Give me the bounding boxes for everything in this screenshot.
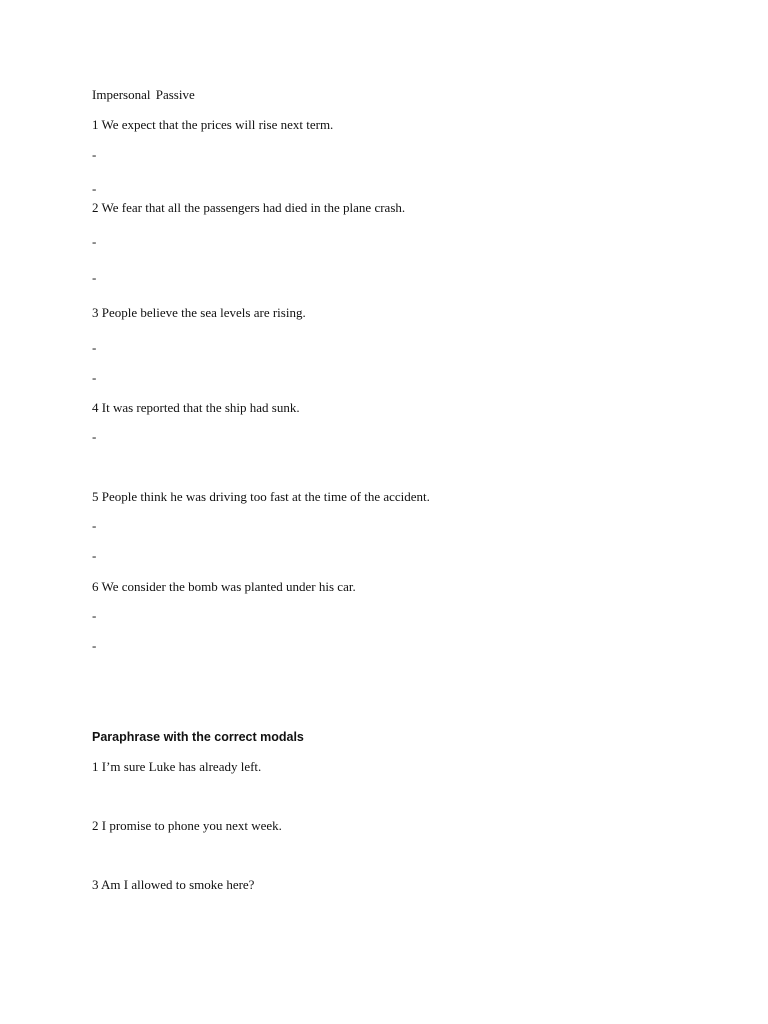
answer-line-3b: - bbox=[92, 370, 97, 385]
modal-item-3: 3 Am I allowed to smoke here? bbox=[92, 877, 255, 892]
exercise-item-1: 1 We expect that the prices will rise next term. bbox=[92, 117, 334, 132]
exercise-item-3: 3 People believe the sea levels are rising. bbox=[92, 305, 306, 320]
answer-line-2b: - bbox=[92, 270, 97, 285]
answer-line-5a: - bbox=[92, 518, 97, 533]
answer-line-6a: - bbox=[92, 608, 97, 623]
modal-item-2: 2 I promise to phone you next week. bbox=[92, 818, 282, 833]
answer-line-2a: - bbox=[92, 234, 97, 249]
answer-line-6b: - bbox=[92, 638, 97, 653]
modal-item-1: 1 I’m sure Luke has already left. bbox=[92, 759, 262, 774]
exercise-item-5: 5 People think he was driving too fast at the time of the accident. bbox=[92, 489, 430, 504]
answer-line-3a: - bbox=[92, 340, 97, 355]
answer-line-1a: - bbox=[92, 147, 97, 162]
section-title-impersonal-passive: Impersonal Passive bbox=[92, 87, 195, 102]
exercise-item-2: 2 We fear that all the passengers had died in the plane crash. bbox=[92, 200, 406, 215]
section-title-paraphrase-modals: Paraphrase with the correct modals bbox=[92, 730, 304, 744]
answer-line-4a: - bbox=[92, 429, 97, 444]
answer-line-1b: - bbox=[92, 181, 97, 196]
exercise-item-4: 4 It was reported that the ship had sunk. bbox=[92, 400, 300, 415]
exercise-item-6: 6 We consider the bomb was planted under his car. bbox=[92, 579, 356, 594]
answer-line-5b: - bbox=[92, 548, 97, 563]
